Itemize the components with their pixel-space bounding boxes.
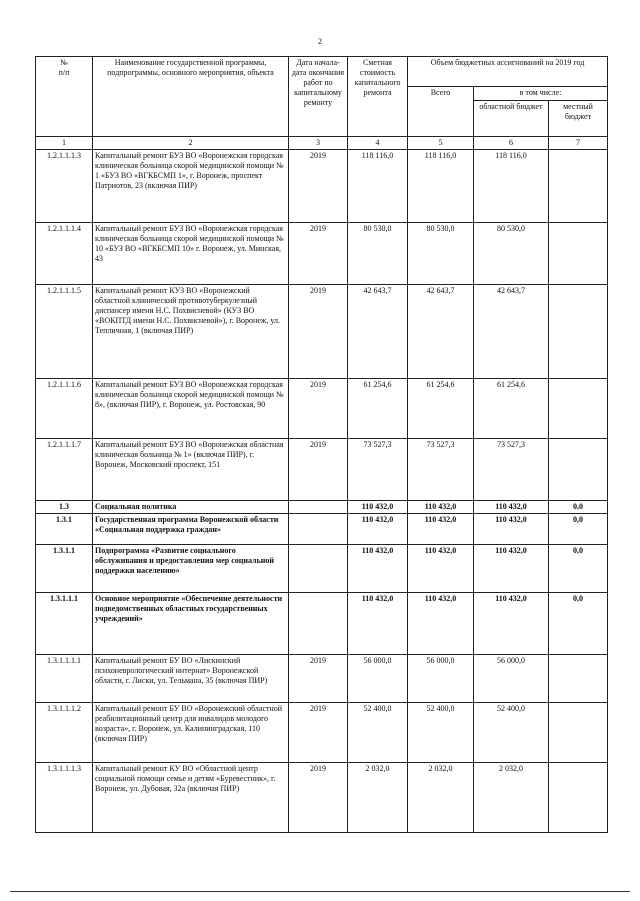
table-row: [36, 763, 608, 833]
row-regional: 80 530,0: [474, 223, 549, 285]
row-regional: 2 032,0: [474, 763, 549, 833]
row-local: [549, 285, 608, 379]
header-cost: Сметная стоимость капитального ремонта: [348, 57, 408, 137]
row-total: 42 643,7: [408, 285, 474, 379]
row-local: 0,0: [549, 514, 608, 545]
row-number: 1.3.1.1.1.2: [36, 703, 93, 763]
table-row: [36, 655, 608, 703]
row-date: 2019: [289, 223, 348, 285]
row-name: Капитальный ремонт БУЗ ВО «Воронежская городская клиническая больница скорой медицинской помощи № 8», (включая ПИР), г. Воронеж, ул. Ростовская, 90: [93, 379, 289, 439]
row-total: 110 432,0: [408, 514, 474, 545]
header-local: местный бюджет: [549, 101, 608, 137]
col-number: 3: [289, 137, 348, 150]
row-name: Социальная политика: [93, 501, 289, 514]
row-date: 2019: [289, 150, 348, 223]
row-name: Основное мероприятие «Обеспечение деятельности подведомственных областных государственных учреждений»: [93, 593, 289, 655]
col-number: 2: [93, 137, 289, 150]
table-row: [36, 379, 608, 439]
row-local: [549, 150, 608, 223]
row-number: 1.3.1.1.1.3: [36, 763, 93, 833]
row-total: 80 530,0: [408, 223, 474, 285]
row-name: Подпрограмма «Развитие социального обслуживания и предоставления мер социальной поддержки населению»: [93, 545, 289, 593]
row-date: 2019: [289, 763, 348, 833]
row-cost: 80 530,0: [348, 223, 408, 285]
row-cost: 61 254,6: [348, 379, 408, 439]
row-cost: 110 432,0: [348, 501, 408, 514]
row-local: 0,0: [549, 593, 608, 655]
table-row: [36, 285, 608, 379]
column-numbers-row: [36, 137, 608, 150]
col-number: 7: [549, 137, 608, 150]
header-name: Наименование государственной программы, подпрограммы, основного мероприятия, объекта: [93, 57, 289, 137]
row-total: 2 032,0: [408, 763, 474, 833]
row-cost: 110 432,0: [348, 593, 408, 655]
header-no: № п/п: [36, 57, 93, 137]
row-total: 52 400,0: [408, 703, 474, 763]
header-budget-title: Объем бюджетных ассигнований на 2019 год: [408, 57, 608, 87]
col-number: 6: [474, 137, 549, 150]
row-local: [549, 439, 608, 501]
row-number: 1.2.1.1.1.6: [36, 379, 93, 439]
col-number: 1: [36, 137, 93, 150]
row-total: 110 432,0: [408, 501, 474, 514]
row-regional: 61 254,6: [474, 379, 549, 439]
table-row: [36, 703, 608, 763]
row-cost: 73 527,3: [348, 439, 408, 501]
row-number: 1.3.1.1.1.1: [36, 655, 93, 703]
table-row: [36, 223, 608, 285]
col-number: 5: [408, 137, 474, 150]
row-date: 2019: [289, 379, 348, 439]
row-number: 1.3: [36, 501, 93, 514]
row-total: 110 432,0: [408, 545, 474, 593]
row-local: 0,0: [549, 501, 608, 514]
row-regional: 73 527,3: [474, 439, 549, 501]
row-regional: 110 432,0: [474, 514, 549, 545]
row-number: 1.2.1.1.1.5: [36, 285, 93, 379]
row-cost: 42 643,7: [348, 285, 408, 379]
table-row: [36, 150, 608, 223]
table-row: [36, 514, 608, 545]
row-number: 1.3.1: [36, 514, 93, 545]
row-cost: 52 400,0: [348, 703, 408, 763]
row-number: 1.2.1.1.1.3: [36, 150, 93, 223]
row-cost: 110 432,0: [348, 545, 408, 593]
row-name: Капитальный ремонт БУ ВО «Лискинский психоневрологический интернат» Воронежской области, г. Лиски, ул. Тельмана, 35 (включая ПИР): [93, 655, 289, 703]
row-date: [289, 545, 348, 593]
row-total: 73 527,3: [408, 439, 474, 501]
header-incl: в том числе:: [474, 87, 608, 101]
col-number: 4: [348, 137, 408, 150]
row-local: 0,0: [549, 545, 608, 593]
row-date: 2019: [289, 439, 348, 501]
row-number: 1.2.1.1.1.4: [36, 223, 93, 285]
row-total: 118 116,0: [408, 150, 474, 223]
row-name: Капитальный ремонт БУ ВО «Воронежский областной реабилитационный центр для инвалидов молодого возраста», г. Воронеж, ул. Калининградская, 110 (включая ПИР): [93, 703, 289, 763]
row-name: Капитальный ремонт БУЗ ВО «Воронежская городская клиническая больница скорой медицинской помощи № 1 «БУЗ ВО «ВГКБСМП 1», г. Воронеж, проспект Патриотов, 23 (включая ПИР): [93, 150, 289, 223]
row-number: 1.3.1.1: [36, 545, 93, 593]
row-regional: 52 400,0: [474, 703, 549, 763]
row-name: Государственная программа Воронежской области «Социальная поддержка граждан»: [93, 514, 289, 545]
row-regional: 118 116,0: [474, 150, 549, 223]
row-name: Капитальный ремонт БУЗ ВО «Воронежская областная клиническая больница № 1» (включая ПИР), г. Воронеж, Московский проспект, 151: [93, 439, 289, 501]
row-total: 110 432,0: [408, 593, 474, 655]
row-local: [549, 763, 608, 833]
page-bottom-line: [10, 891, 630, 892]
row-date: [289, 514, 348, 545]
row-regional: 110 432,0: [474, 501, 549, 514]
row-cost: 110 432,0: [348, 514, 408, 545]
header-date: Дата начала-дата окончания работ по капитальному ремонту: [289, 57, 348, 137]
row-name: Капитальный ремонт КУЗ ВО «Воронежский областной клинический противотуберкулезный диспансер имени Н.С. Похвисневой» (КУЗ ВО «ВОКПТД имени Н.С. Похвисневой»), г. Воронеж, ул. Тепличная, 1 (включая ПИР): [93, 285, 289, 379]
row-number: 1.3.1.1.1: [36, 593, 93, 655]
row-regional: 56 000,0: [474, 655, 549, 703]
row-date: 2019: [289, 285, 348, 379]
row-local: [549, 703, 608, 763]
row-date: [289, 501, 348, 514]
table-row: [36, 439, 608, 501]
row-cost: 2 032,0: [348, 763, 408, 833]
row-regional: 110 432,0: [474, 593, 549, 655]
row-name: Капитальный ремонт КУ ВО «Областной центр социальной помощи семье и детям «Буревестник», г. Воронеж, ул. Дубовая, 32а (включая ПИР): [93, 763, 289, 833]
row-date: [289, 593, 348, 655]
header-regional: областной бюджет: [474, 101, 549, 137]
row-cost: 56 000,0: [348, 655, 408, 703]
row-date: 2019: [289, 703, 348, 763]
row-local: [549, 223, 608, 285]
row-local: [549, 379, 608, 439]
header-total: Всего: [408, 87, 474, 137]
table-row: [36, 501, 608, 514]
row-regional: 42 643,7: [474, 285, 549, 379]
row-cost: 118 116,0: [348, 150, 408, 223]
row-total: 61 254,6: [408, 379, 474, 439]
row-number: 1.2.1.1.1.7: [36, 439, 93, 501]
budget-table: [35, 56, 608, 833]
row-total: 56 000,0: [408, 655, 474, 703]
row-date: 2019: [289, 655, 348, 703]
row-name: Капитальный ремонт БУЗ ВО «Воронежская городская клиническая больница скорой медицинской помощи № 10 «БУЗ ВО «ВГКБСМП 10» г. Воронеж, ул. Минская, 43: [93, 223, 289, 285]
row-local: [549, 655, 608, 703]
page-number: 2: [318, 37, 322, 46]
table-row: [36, 545, 608, 593]
row-regional: 110 432,0: [474, 545, 549, 593]
table-row: [36, 593, 608, 655]
